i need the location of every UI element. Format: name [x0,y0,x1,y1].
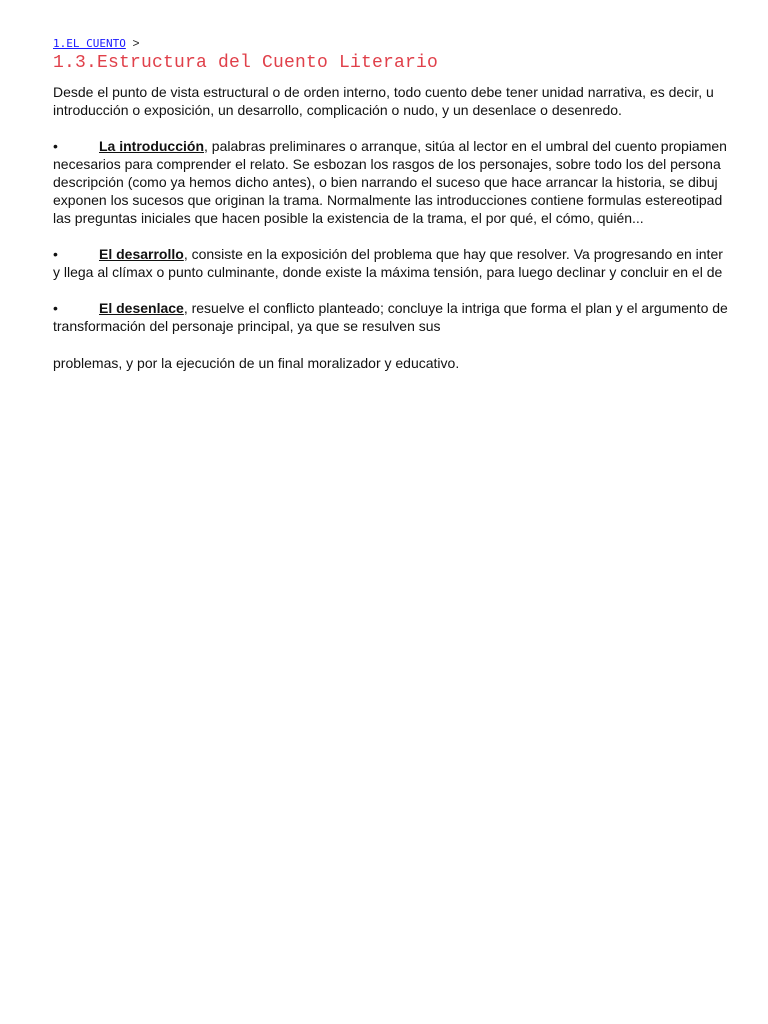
bullet-marker: • [53,300,58,316]
bullet-line: descripción (como ya hemos dicho antes), o bien narrando el suceso que hace arrancar la historia, se dibuj [53,174,718,190]
bullet-text: , consiste en la exposición del problema que hay que resolver. Va progresando en inter [183,246,723,262]
term-desenlace: El desenlace [99,300,184,316]
document-content [53,36,768,372]
bullet-marker: • [53,246,58,262]
bullet-line: transformación del personaje principal, ya que se resulven sus [53,318,441,334]
bullet-desarrollo [53,245,768,281]
bullet-line: las preguntas iniciales que hacen posible la existencia de la trama, el por qué, el cómo, quién... [53,210,644,226]
term-desarrollo: El desarrollo [99,246,184,262]
intro-line: introducción o exposición, un desarrollo, complicación o nudo, y un desenlace o desenredo. [53,102,622,118]
bullet-line: exponen los sucesos que originan la trama. Normalmente las introducciones contiene formulas estereotipad [53,192,723,208]
closing-paragraph: problemas, y por la ejecución de un final moralizador y educativo. [53,355,460,371]
bullet-marker: • [53,138,58,154]
page-title: 1.3.Estructura del Cuento Literario [53,53,439,73]
breadcrumb-link-el-cuento[interactable]: 1.EL CUENTO [53,37,126,50]
bullet-desenlace [53,299,768,335]
intro-paragraph [53,83,768,119]
intro-line: Desde el punto de vista estructural o de orden interno, todo cuento debe tener unidad narrativa, es decir, u [53,84,714,100]
bullet-line: y llega al clímax o punto culminante, donde existe la máxima tensión, para luego declinar y concluir en el de [53,264,723,280]
bullet-text: , resuelve el conflicto planteado; concluye la intriga que forma el plan y el argumento de [183,300,728,316]
bullet-line: necesarios para comprender el relato. Se esbozan los rasgos de los personajes, sobre todo los del persona [53,156,721,172]
bullet-introduccion [53,137,768,227]
bullet-text: , palabras preliminares o arranque, sitúa al lector en el umbral del cuento propiamen [204,138,727,154]
term-introduccion: La introducción [99,138,204,154]
breadcrumb [53,36,768,51]
breadcrumb-separator: > [132,36,140,50]
